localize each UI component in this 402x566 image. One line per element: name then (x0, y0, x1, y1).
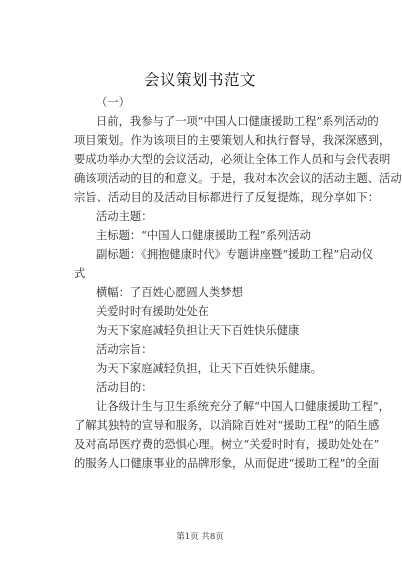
document-title: 会议策划书范文 (143, 71, 256, 89)
paragraph-line: 活动主题： (96, 210, 153, 223)
paragraph-line: 让各级计生与卫生系统充分了解“中国人口健康援助工程”， (96, 400, 390, 413)
paragraph-line: 横幅：了百姓心愿圆人类梦想 (96, 286, 243, 299)
paragraph-line: 的服务人口健康事业的品牌形象，从而促进“援助工程”的全面 (74, 457, 380, 470)
paragraph-line: 为天下家庭减轻负担让天下百姓快乐健康 (96, 324, 300, 337)
paragraph-line: 要成功举办大型的会议活动，必须让全体工作人员和与会代表明 (74, 153, 391, 166)
paragraph-line: 活动目的： (96, 381, 153, 394)
paragraph-line: 式 (74, 267, 86, 280)
paragraph-line: 为天下家庭减轻负担，让天下百姓快乐健康。 (96, 362, 322, 375)
document-body (74, 93, 402, 473)
page-footer: 第1页 共8页 (176, 532, 224, 542)
paragraph-line: 副标题：《拥抱健康时代》专题讲座暨“援助工程”启动仪 (96, 248, 374, 261)
paragraph-line: 项目策划。作为该项目的主要策划人和执行督导，我深深感到， (74, 134, 391, 147)
paragraph-line: 及对高昂医疗费的恐惧心理。树立“关爱时时有，援助处处在” (74, 438, 380, 451)
paragraph-line: 关爱时时有援助处处在 (96, 305, 209, 318)
paragraph-line: 宗旨、活动目的及活动目标都进行了反复提炼，现分享如下： (74, 191, 380, 204)
paragraph-line: 活动宗旨： (96, 343, 153, 356)
paragraph-line: 日前，我参与了一项“中国人口健康援助工程”系列活动的 (96, 115, 379, 128)
section-heading: （一） (96, 96, 130, 109)
paragraph-line: 确该项活动的目的和意义。于是，我对本次会议的活动主题、活动 (74, 172, 402, 185)
paragraph-line: 了解其独特的宣导和服务，以消除百姓对“援助工程”的陌生感 (74, 419, 380, 432)
paragraph-line: 主标题：“中国人口健康援助工程”系列活动 (96, 229, 311, 242)
